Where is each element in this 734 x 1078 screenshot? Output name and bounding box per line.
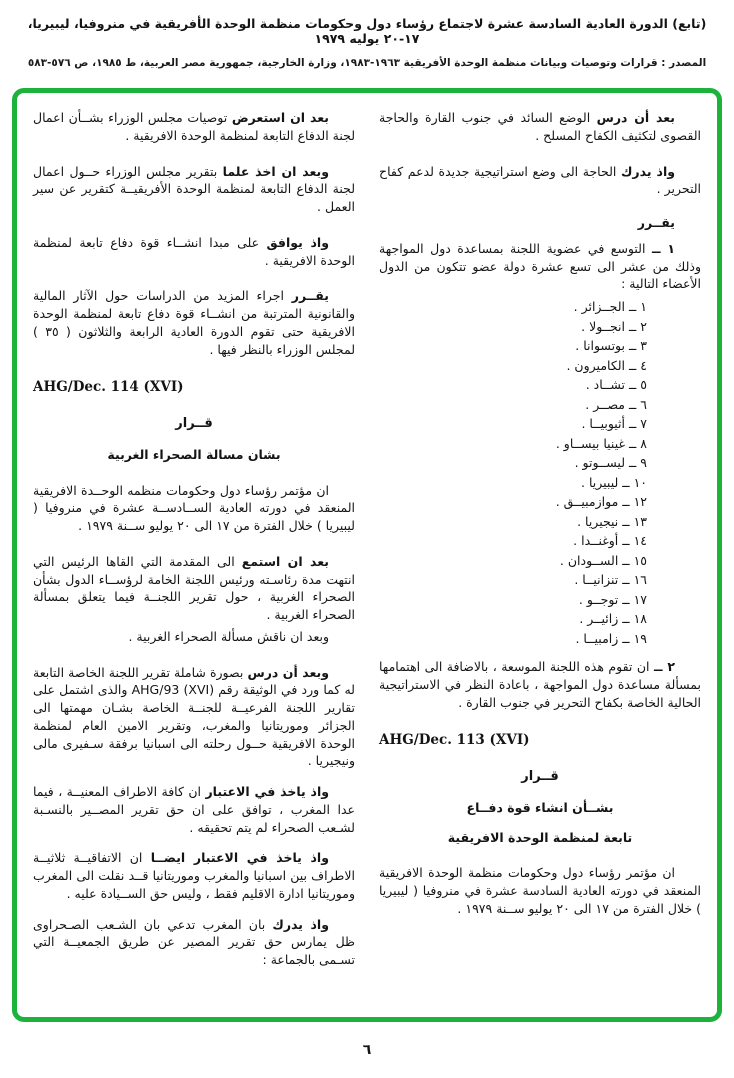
list-item: ١٢ ــ موازمبيــق .	[555, 494, 647, 509]
list-item: ٩ ــ ليســوتو .	[574, 455, 647, 470]
paragraph	[33, 234, 355, 270]
paragraph-text: الوضع السائد في جنوب القارة والحاجة القصوى لتكثيف الكفاح المسلح .	[379, 110, 701, 143]
paragraph-text: ان مؤتمر رؤساء دول وحكومات منظمه الوحــدة الافريقية المنعقد في دورته العادية الســادســة عشرة في منروفيا ( ليبيريا ) خلال الفترة من ١٧ الى ٢٠ يوليو ســنة ١٩٧٩ .	[33, 482, 355, 534]
header-session-line: (تابع) الدورة العادية السادسة عشرة لاجتماع رؤساء دول وحكومات منظمة الوحدة الأفريقية في منروفيا، ليبيريا، ١٧-٢٠ يوليه ١٩٧٩	[27, 16, 707, 46]
paragraph-lead: ١ ــ	[651, 240, 675, 256]
list-item: ٤ ــ الكاميرون .	[566, 357, 647, 373]
paragraph	[33, 163, 355, 216]
column-right	[379, 109, 701, 1007]
decision-subtitle: تابعة لمنظمة الوحدة الافريقية	[447, 829, 633, 845]
paragraph-lead: بعد أن درس	[596, 110, 675, 125]
paragraph-text: ان الاتفاقيــة ثلاثيــة الاطراف بين اسبانيا والمغرب وموريتانيا قــد نقلت الى المغرب وموريتانيا ادارة الاقليم فقط ، وليس حق الســيادة عليه .	[33, 850, 355, 901]
paragraph	[33, 783, 355, 836]
header-source-line: المصدر : قرارات وتوصيات وبيانات منظمة الوحدة الأفريقية ١٩٦٣-١٩٨٣، وزارة الخارجية، جمهورية مصر العربية، ط ١٩٨٥، ص ٥٧٦-٥٨٣	[27, 57, 707, 69]
list-item: ١٧ ــ توجــو .	[578, 591, 647, 607]
paragraph: وبعد ان ناقش مسألة الصحراء الغربية .	[128, 628, 329, 644]
list-item: ١٥ ــ الســودان .	[559, 552, 647, 568]
decision-reference: AHG/Dec. 114 (XVI)	[33, 379, 184, 396]
paragraph-lead: واذ يدرك	[620, 163, 675, 179]
paragraph	[33, 287, 355, 358]
list-item: ١٣ ــ نيجيريا .	[577, 513, 647, 529]
paragraph-text: اجراء المزيد من الدراسات حول الآثار المالية والقانونية المترتبة من انشــاء قوة دفاع تابعة لمنظمة الوحدة الافريقية حتى تقوم الدورة العادية الرابعة والثلاثون ( ٣٥ ) لمجلس الوزراء بالنظر فيها .	[33, 288, 355, 357]
content-frame	[12, 88, 722, 1022]
paragraph-lead: واذ يوافق	[266, 234, 329, 250]
list-item: ٦ ــ مصــر .	[585, 396, 647, 412]
paragraph-text: على مبدا انشــاء قوة دفاع تابعة لمنظمة الوحدة الافريقية .	[33, 234, 355, 268]
list-item: ١٠ ــ ليبيريا .	[581, 474, 647, 490]
list-item: ٨ ــ غينيا بيســاو .	[555, 435, 647, 451]
paragraph-text: بان المغرب تدعي بان الشـعب الصـحراوى ظل يمارس حق تقرير المصير عن طريق الجمعيــة التي تسـمى بالجماعة :	[33, 916, 355, 968]
paragraph-lead: بعد ان استعرض	[231, 110, 329, 125]
list-item: ٢ ــ انجــولا .	[581, 318, 647, 334]
paragraph	[379, 240, 701, 293]
list-item: ١ ــ الجــزائر .	[573, 299, 647, 314]
page-number: ٦	[362, 1042, 372, 1058]
decision-reference: AHG/Dec. 113 (XVI)	[379, 732, 530, 749]
paragraph	[33, 664, 355, 771]
member-states-list	[379, 297, 701, 648]
decision-title: قــرار	[521, 769, 559, 785]
list-item: ١٤ ــ أوغنــدا .	[573, 533, 647, 548]
paragraph	[379, 864, 701, 917]
list-item: ٥ ــ تشــاد .	[585, 377, 647, 392]
paragraph	[33, 553, 355, 624]
paragraph-text: توصيات مجلس الوزراء بشــأن اعمال لجنة الدفاع التابعة لمنظمة الوحدة الافريقية .	[33, 110, 355, 143]
paragraph	[33, 916, 355, 969]
decision-subtitle: بشان مسالة الصحراء الغربية	[107, 446, 281, 462]
paragraph-lead: واذ ياخذ في الاعتبار	[205, 784, 330, 800]
paragraph-text: التوسع في عضوية اللجنة بمساعدة دول المواجهة وذلك من عشر الى تسع عشرة دولة عضو تتكون من الدول الأعضاء التالية :	[379, 240, 701, 292]
paragraph-lead: ٢ ــ	[653, 659, 675, 674]
paragraph-text: ان تقوم هذه اللجنة الموسعة ، بالاضافة الى اهتمامها بمسألة مساعدة دول المواجهة ، باعادة النظر في الاستراتيجية الحالية الخاصة بكفاح التحرير في جنوب القارة .	[379, 659, 701, 710]
paragraph	[379, 658, 701, 711]
column-left	[33, 109, 355, 1007]
paragraph-text: ان كافة الاطراف المعنيــة ، فيما عدا المغرب ، توافق على ان حق تقرير المصــير بالنسـبة لشـعب الصحراء لم يتم تحقيقه .	[33, 784, 355, 835]
paragraph-lead: وبعد أن درس	[247, 664, 329, 680]
paragraph-lead: بعد ان استمع	[241, 553, 329, 569]
page-header	[10, 16, 724, 69]
paragraph-text: بتقرير مجلس الوزراء حــول اعمال لجنة الدفاع التابعة لمنظمة الوحدة الأفريقيــة كتقرير عن سير العمل .	[33, 163, 355, 214]
list-item: ١٩ ــ زامبيــا .	[575, 630, 647, 646]
list-item: ١٦ ــ تنزانيــا .	[574, 572, 647, 587]
decides-word: يقــرر	[637, 215, 675, 230]
paragraph-text: ان مؤتمر رؤساء دول وحكومات منظمة الوحدة الافريقية المنعقد في دورته العادية السادسة عشرة في منروفيا ( ليبيريا ) خلال الفترة من ١٧ الى ٢٠ يوليو ســنة ١٩٧٩ .	[379, 865, 701, 916]
paragraph-text: الحاجة الى وضع استراتيجية جديدة لدعم كفاح التحرير .	[379, 163, 701, 197]
paragraph-lead: يقــرر	[291, 288, 329, 304]
paragraph-lead: واذ ياخذ في الاعتبار ايضــا	[150, 850, 329, 866]
paragraph-text: الى المقدمة التي القاها الرئيس التي انتهت مدة رئاسـته ورئيس اللجنة الخامة لرؤســاء الدول بشأن الصحراء الغربية ، حول تقرير اللجنــة فيما يتعلق بمسألة الصحراء الغربية .	[33, 553, 355, 623]
paragraph-lead: وبعد ان اخذ علما	[222, 163, 329, 179]
list-item: ٣ ــ بوتسوانا .	[575, 338, 647, 353]
decision-title: قــرار	[175, 416, 213, 432]
paragraph	[33, 482, 355, 535]
list-item: ٧ ــ أثيوبيــا .	[581, 416, 647, 431]
paragraph	[33, 849, 355, 902]
paragraph	[379, 163, 701, 199]
paragraph-lead: واذ يدرك	[272, 916, 329, 932]
paragraph	[33, 109, 355, 145]
decision-subtitle: بشــأن انشاء قوة دفــاع	[466, 799, 614, 815]
paragraph	[379, 109, 701, 145]
paragraph-text: بصورة شاملة تقرير اللجنة الخاصة التابعة له كما ورد في الوثيقة رقم AHG/93 (XVI) والذى اشتمل على تقارير اللجنة الفرعيــة للجنــة الخاصة بشـان مهمتها الى الجزائر وموريتانيا والمغرب، وتقرير الامين العام لمنظمة الوحدة الافريقية حــول رحلته الى اسبانيا برفقة سـفيرى مالى ونيجيريا .	[33, 664, 355, 769]
two-column-layout	[17, 93, 717, 1017]
list-item: ١٨ ــ زائيــر .	[579, 611, 647, 626]
